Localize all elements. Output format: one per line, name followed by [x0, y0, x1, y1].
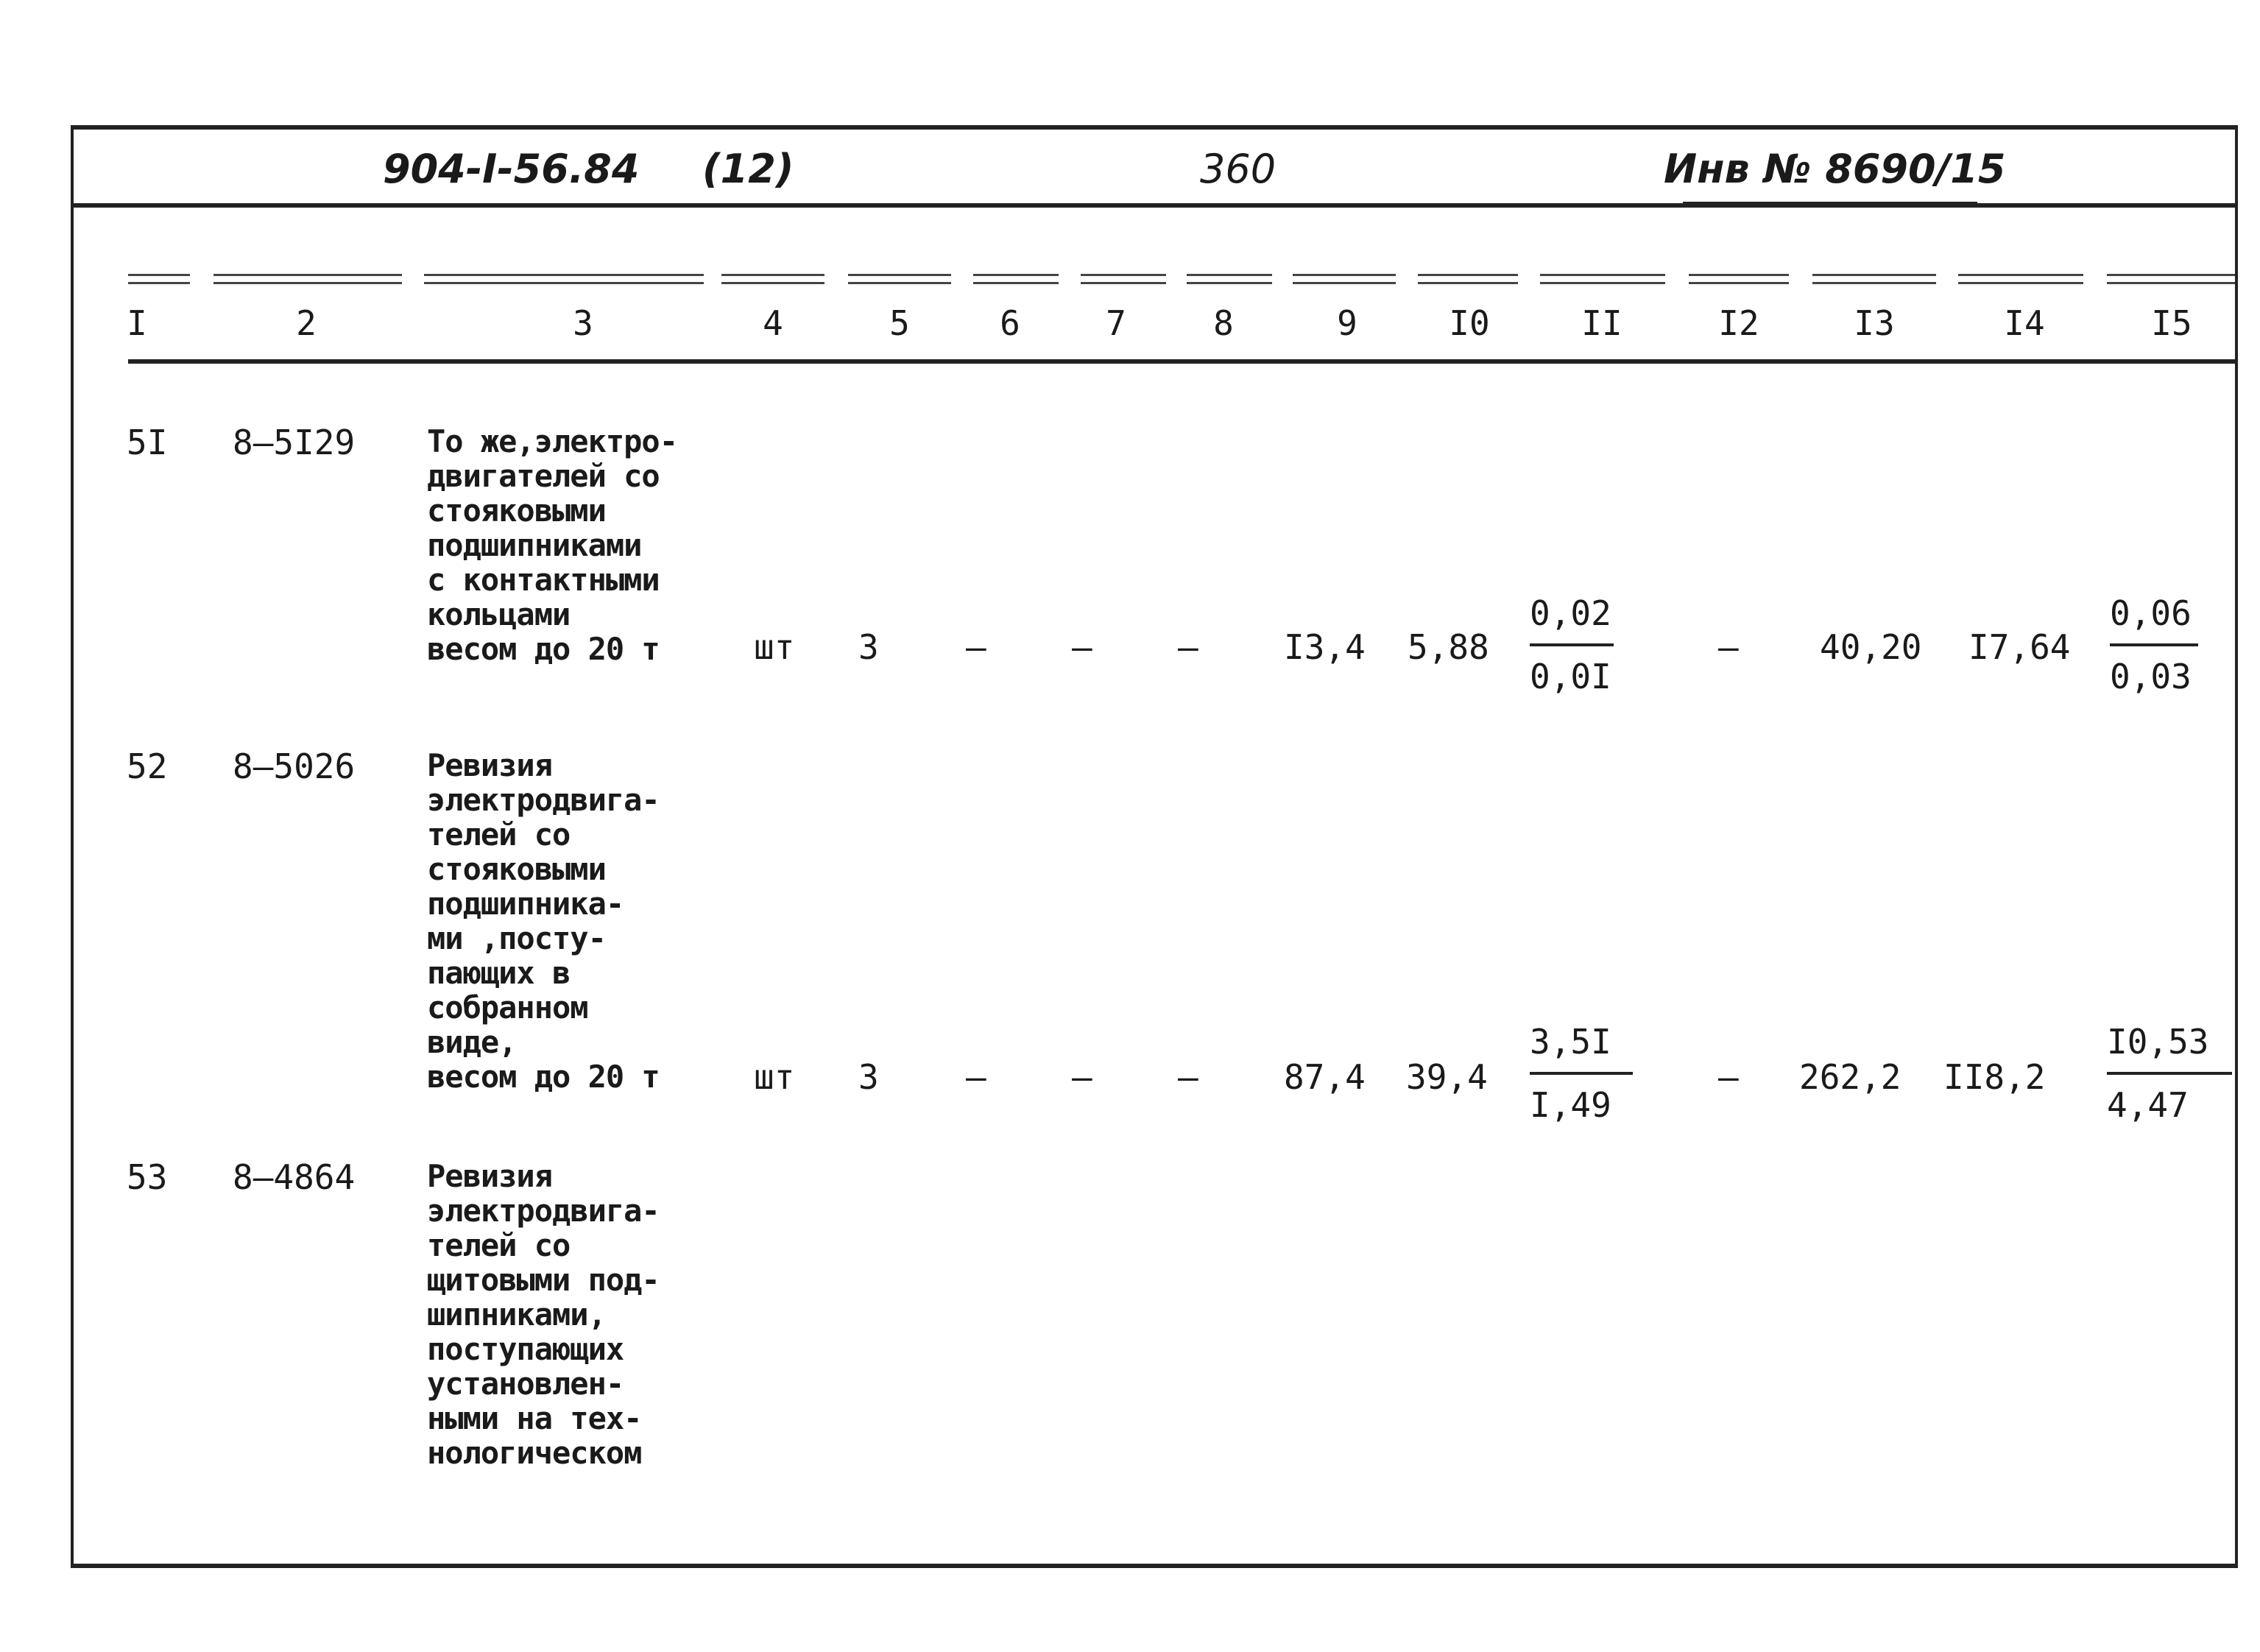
column-number: 3 [573, 303, 593, 343]
column-number: I [127, 303, 147, 343]
col-divider [1812, 274, 1936, 284]
column-number: 4 [763, 303, 783, 343]
column-number: 6 [1000, 303, 1020, 343]
col-divider [2107, 274, 2235, 284]
row-number: 52 [127, 746, 168, 786]
page-number: 360 [1200, 146, 1276, 192]
column-number: I0 [1449, 303, 1490, 343]
empty-value: – [1718, 1057, 1739, 1097]
col-divider [1958, 274, 2083, 284]
price-code: 8–4864 [233, 1157, 356, 1197]
work-description: Ревизия электродвига- телей со стояковыми подшипника- ми ,посту- пающих в собранном виде, весом до 20 т [427, 747, 660, 1095]
fraction-col11: 0,02 0,0I [1530, 593, 1614, 696]
column-number: 9 [1337, 303, 1357, 343]
quantity: 3 [858, 1057, 879, 1097]
price-code: 8–5I29 [233, 423, 356, 462]
header-rule [74, 203, 2235, 208]
work-description: Ревизия электродвига- телей со щитовыми под- шипниками, поступающих установлен- ными на тех- нологическом [427, 1158, 660, 1471]
fraction-col15: I0,53 4,47 [2107, 1022, 2232, 1125]
empty-value: – [966, 1057, 986, 1097]
column-number: 8 [1213, 303, 1234, 343]
unit: шт [754, 627, 795, 667]
column-number: I2 [1718, 303, 1759, 343]
empty-value: – [1072, 1057, 1092, 1097]
page-frame [71, 125, 2238, 1568]
work-description: То же,электро- двигателей со стояковыми подшипниками с контактными кольцами весом до 20 т [427, 423, 678, 667]
empty-value: – [1178, 627, 1198, 667]
column-number: 2 [296, 303, 317, 343]
column-number: I5 [2151, 303, 2192, 343]
col-divider [721, 274, 824, 284]
value-col9: I3,4 [1284, 627, 1366, 667]
value-col13: 40,20 [1820, 627, 1922, 667]
col-divider [973, 274, 1059, 284]
inventory-number: Инв № 8690/15 [1664, 146, 2006, 192]
row-number: 53 [127, 1157, 168, 1197]
col-divider [1540, 274, 1665, 284]
price-code: 8–5026 [233, 746, 356, 786]
value-col14: I7,64 [1968, 627, 2071, 667]
empty-value: – [966, 627, 986, 667]
col-divider [1187, 274, 1272, 284]
col-divider [1689, 274, 1789, 284]
empty-value: – [1178, 1057, 1198, 1097]
value-col14: II8,2 [1943, 1057, 2046, 1097]
quantity: 3 [858, 627, 879, 667]
value-col10: 39,4 [1406, 1057, 1488, 1097]
fraction-col11: 3,5I I,49 [1530, 1022, 1633, 1125]
column-header-rule [128, 359, 2235, 364]
col-divider [424, 274, 704, 284]
document-code: 904-I-56.84 [383, 146, 640, 192]
column-number: II [1581, 303, 1622, 343]
value-col10: 5,88 [1408, 627, 1489, 667]
row-number: 5I [127, 423, 168, 462]
col-divider [128, 274, 190, 284]
col-divider [1081, 274, 1166, 284]
value-col13: 262,2 [1799, 1057, 1901, 1097]
empty-value: – [1718, 627, 1739, 667]
value-col9: 87,4 [1284, 1057, 1366, 1097]
column-number: 5 [889, 303, 910, 343]
empty-value: – [1072, 627, 1092, 667]
sheet-part: (12) [702, 146, 794, 192]
column-number: I3 [1854, 303, 1895, 343]
col-divider [1293, 274, 1396, 284]
unit: шт [754, 1057, 795, 1097]
column-number: I4 [2004, 303, 2045, 343]
column-number: 7 [1106, 303, 1126, 343]
col-divider [213, 274, 402, 284]
col-divider [848, 274, 951, 284]
fraction-col15: 0,06 0,03 [2110, 593, 2198, 696]
col-divider [1418, 274, 1518, 284]
